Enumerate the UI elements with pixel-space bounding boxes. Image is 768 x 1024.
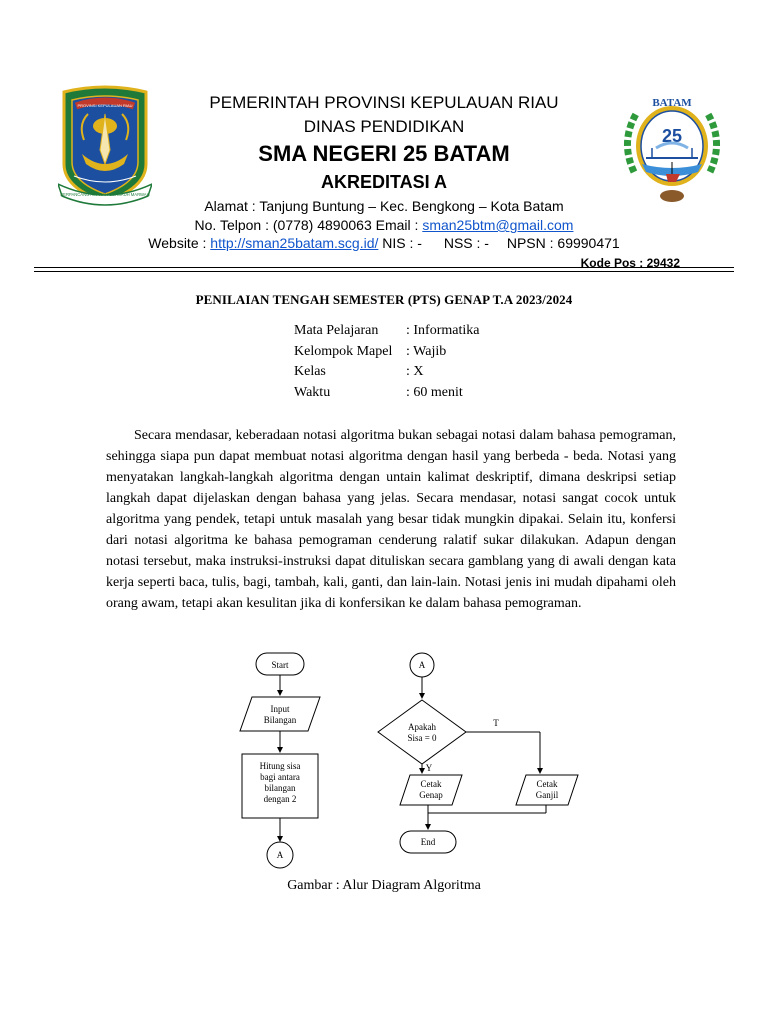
connector-a-top-label: A	[418, 660, 426, 670]
exam-info-label: Kelas	[294, 364, 326, 379]
header-divider-thin	[34, 271, 734, 272]
input-parallelogram	[240, 697, 320, 731]
right-logo-number: 25	[661, 126, 683, 146]
exam-info-value: : 60 menit	[406, 384, 463, 400]
left-logo-ribbon-text: BERPANCANG AMANAH BERSAUH MARWAH	[60, 192, 150, 197]
figure-caption: Gambar : Alur Diagram Algoritma	[287, 878, 481, 893]
right-logo-text: BATAM	[652, 97, 692, 109]
left-logo-banner-text: PROVINSI KEPULAUAN RIAU	[77, 103, 133, 108]
email-link[interactable]: sman25btm@gmail.com	[422, 217, 574, 233]
output-odd-label-line: Ganjil	[535, 790, 559, 800]
website-label: Website :	[148, 235, 211, 251]
decision-label-line: Sisa = 0	[407, 733, 437, 743]
input-label-line: Input	[270, 704, 290, 714]
exam-info-label: Waktu	[294, 384, 331, 400]
exam-info-table	[294, 323, 479, 405]
website-line	[0, 235, 768, 251]
input-label-line: Bilangan	[263, 715, 297, 725]
algorithm-flowchart	[230, 645, 580, 875]
exam-info-value: : Informatika	[406, 323, 480, 338]
contact-line	[0, 217, 768, 233]
header-divider-thick	[34, 267, 734, 268]
website-link[interactable]: http://sman25batam.scg.id/	[210, 235, 379, 251]
exam-info-value: : Wajib	[406, 343, 447, 359]
address-line: Alamat : Tanjung Buntung – Kec. Bengkong – Kota Batam	[204, 198, 564, 214]
postal-code: Kode Pos : 29432	[580, 256, 680, 270]
school-name: SMA NEGERI 25 BATAM	[258, 141, 510, 166]
exam-info-label: Kelompok Mapel	[294, 343, 393, 359]
exam-info-row	[294, 385, 479, 406]
exam-info-value: : X	[406, 364, 424, 379]
process-label-line: Hitung sisa	[259, 761, 301, 771]
exam-info-row	[294, 323, 479, 344]
process-label-line: bagi antara	[260, 772, 300, 782]
exam-info-row	[294, 364, 479, 385]
decision-label-line: Apakah	[408, 722, 436, 732]
end-label: End	[420, 837, 436, 847]
exam-title: PENILAIAN TENGAH SEMESTER (PTS) GENAP T.A 2023/2024	[195, 292, 573, 307]
npsn-text: NPSN : 69990471	[506, 235, 620, 251]
phone-label: No. Telpon : (0778) 4890063 Email :	[194, 217, 423, 233]
yes-branch-label: Y	[425, 763, 433, 773]
exam-info-row	[294, 344, 479, 365]
reading-paragraph: Secara mendasar, keberadaan notasi algoritma bukan sebagai notasi dalam bahasa pemograman, sehingga siapa pun dapat membuat notasi algoritma dengan hasil yang berbeda - beda. Notasi yang menyatakan langkah-langkah algoritma dengan untain kalimat deskriptif, dimana deskripsi setiap langkah dapat dijelaskan dengan bahasa yang jelas. Secara mendasar, notasi sangat cocok untuk algoritma yang pendek, tetapi untuk masalah yang besar tidak mungkin dipakai. Selain itu, konfersi dari notasi algoritma ke bahasa pemograman cenderung ralatif sukar dilakukan. Adapun dengan notasi tersebut, maka instruksi-instruksi dapat dituliskan secara gamblang yang di awali dengan kata kerja seperti baca, tulis, bagi, tambah, kali, ganti, dan lain-lain. Notasi jenis ini mudah dipahami oleh orang awam, tetapi akan kesulitan jika di konfersikan ke dalam bahasa pemograman.	[106, 428, 676, 611]
no-branch-label: T	[493, 718, 499, 728]
process-label-line: bilangan	[264, 783, 296, 793]
department-heading: DINAS PENDIDIKAN	[303, 117, 465, 136]
connector-a-bottom-label: A	[276, 850, 284, 860]
output-even-label-line: Cetak	[420, 779, 442, 789]
start-label: Start	[271, 660, 289, 670]
decision-diamond	[378, 700, 466, 764]
exam-info-label: Mata Pelajaran	[294, 323, 379, 338]
output-odd-label-line: Cetak	[536, 779, 558, 789]
process-label-line: dengan 2	[263, 794, 297, 804]
government-heading: PEMERINTAH PROVINSI KEPULAUAN RIAU	[209, 93, 559, 112]
nss-text: NSS : -	[443, 235, 489, 251]
output-even-label-line: Genap	[419, 790, 443, 800]
nis-text: NIS : -	[382, 235, 422, 251]
accreditation-heading: AKREDITASI A	[321, 172, 447, 192]
